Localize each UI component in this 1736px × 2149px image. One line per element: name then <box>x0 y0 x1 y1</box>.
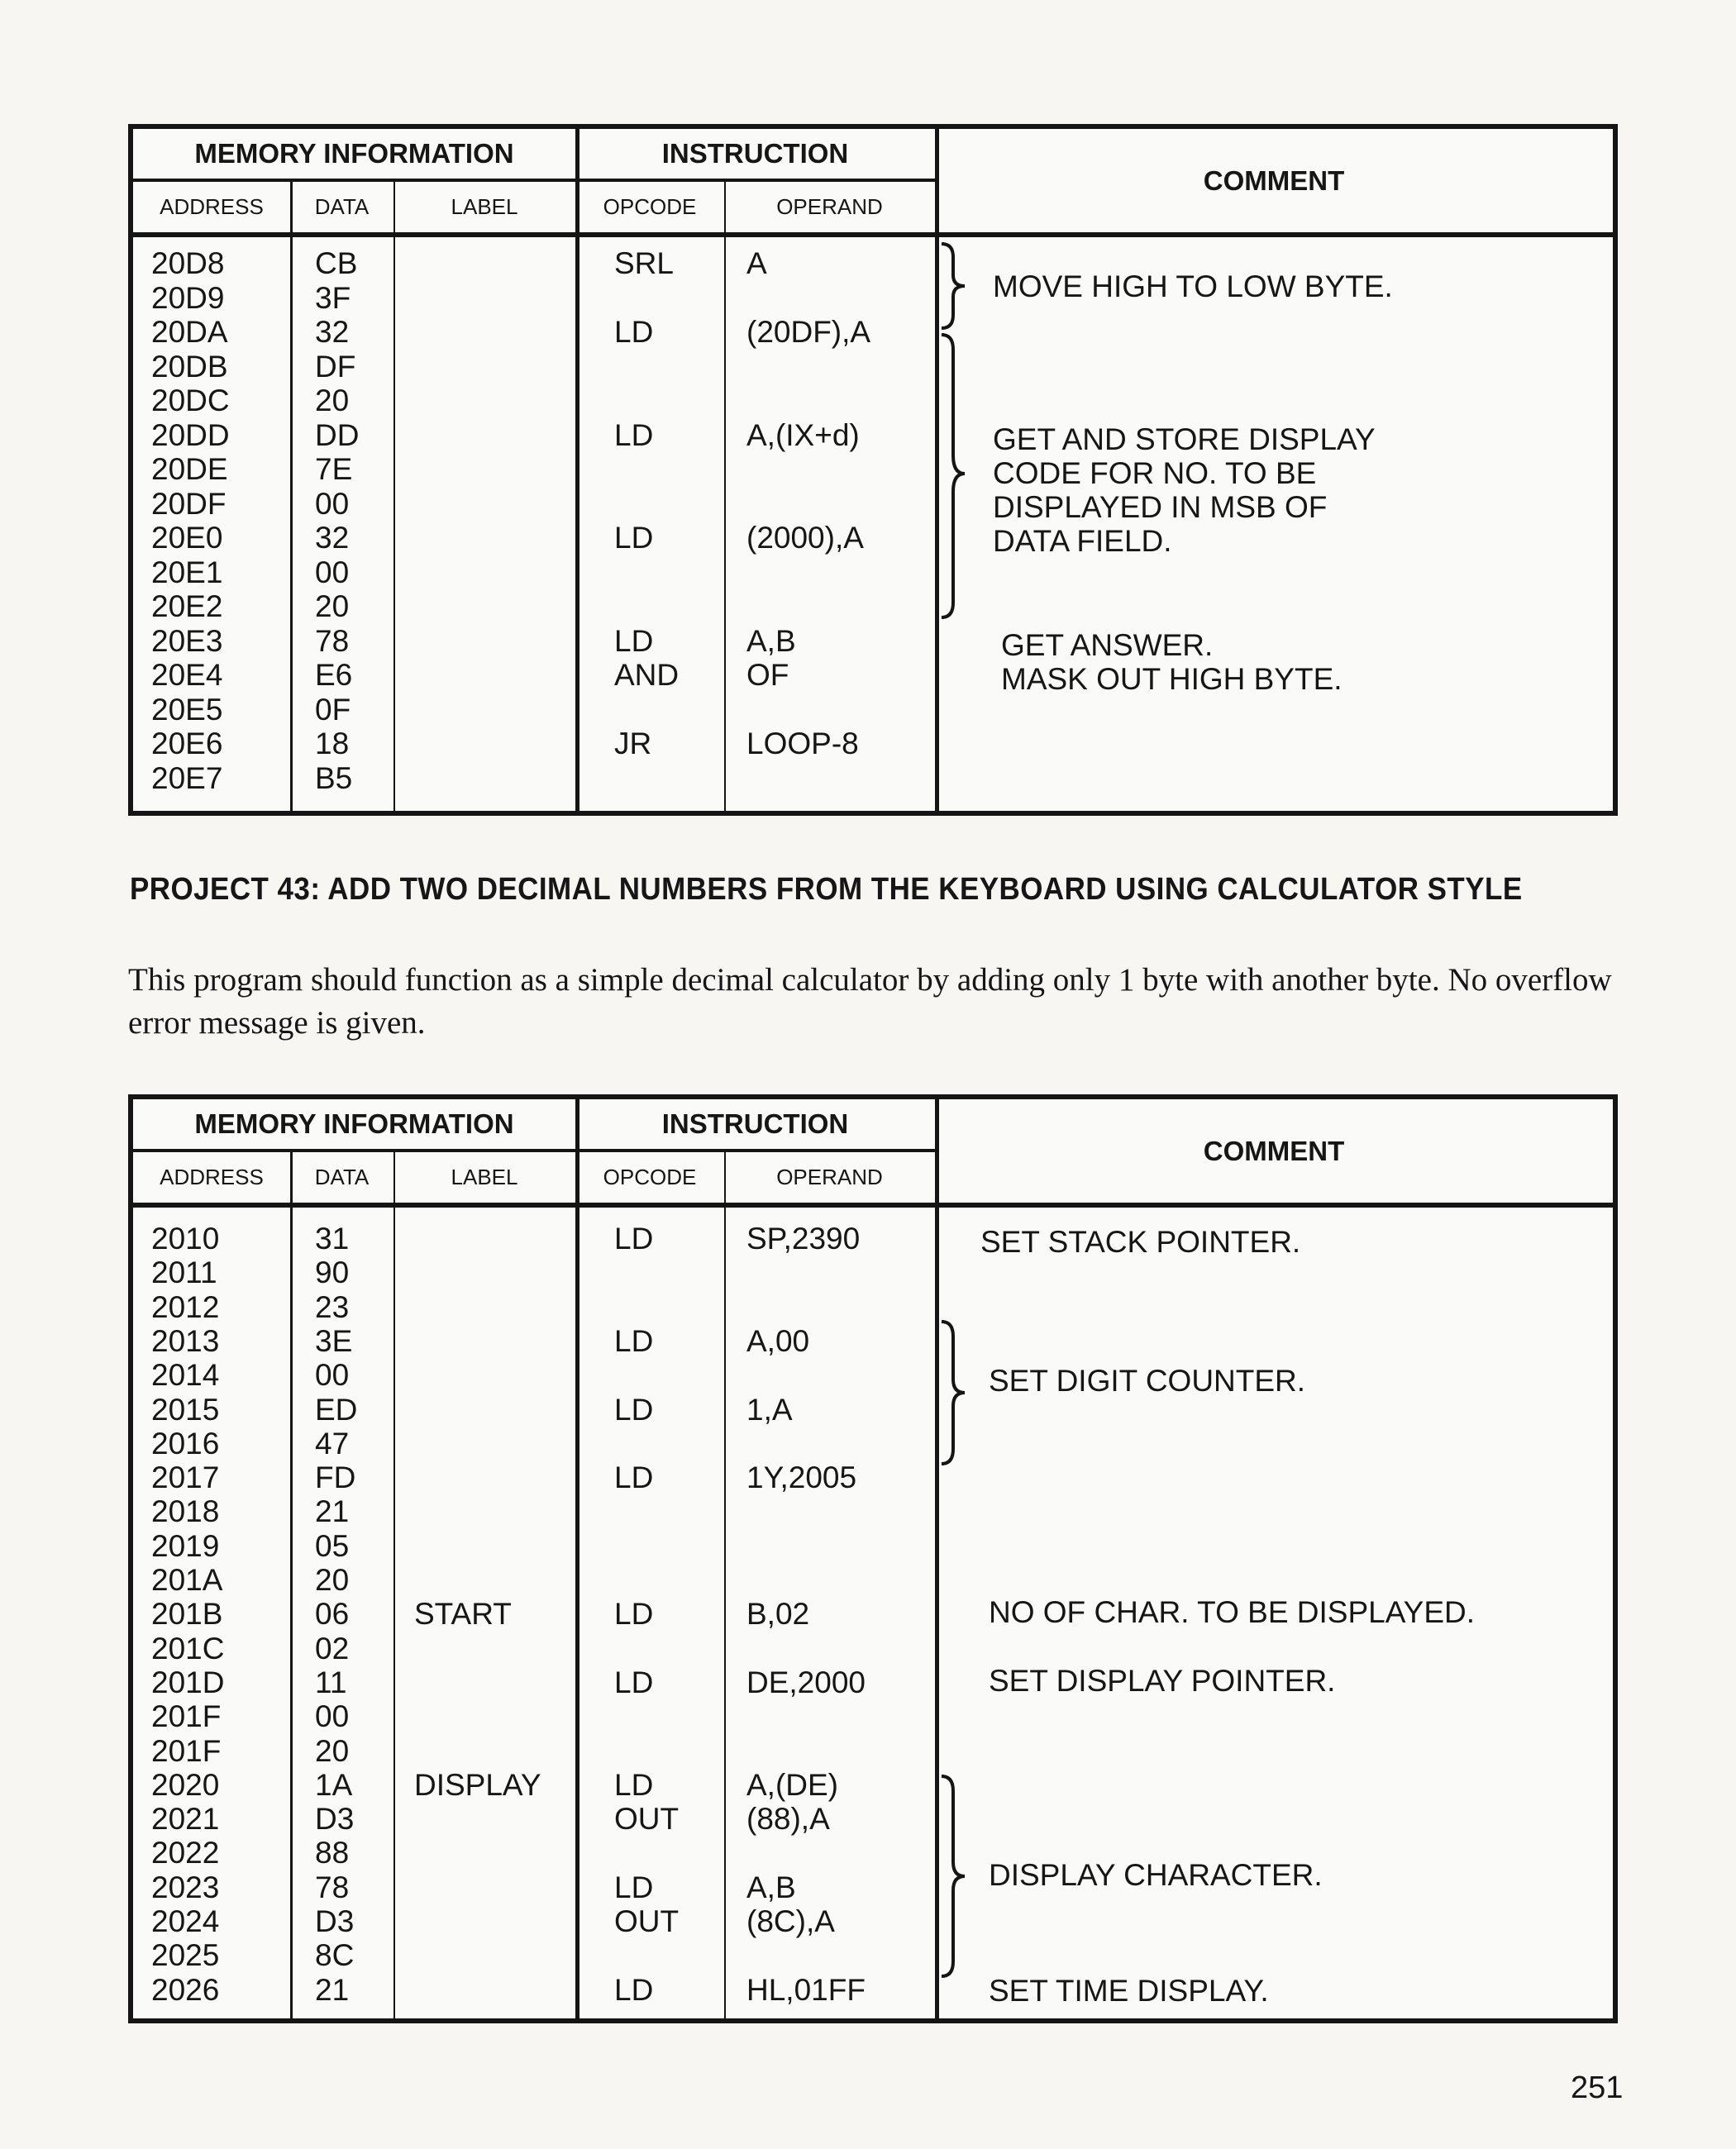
cell-address: 20E2 <box>151 589 223 623</box>
rule <box>393 182 395 811</box>
cell-operand: 1,A <box>746 1392 793 1427</box>
cell-data: 21 <box>315 1972 350 2007</box>
comment-line: GET AND STORE DISPLAY <box>993 422 1376 456</box>
rule <box>393 1152 395 2018</box>
cell-label: START <box>414 1597 512 1632</box>
rule <box>575 1099 579 2018</box>
cell-data: D3 <box>315 1904 355 1938</box>
cell-data: 32 <box>315 315 350 349</box>
cell-data: 88 <box>315 1836 350 1870</box>
cell-data: 00 <box>315 486 350 521</box>
cell-opcode: LD <box>614 521 654 555</box>
rule <box>133 1203 1613 1208</box>
header-operand: OPERAND <box>776 193 883 219</box>
cell-address: 20E7 <box>151 760 223 795</box>
header-opcode: OPCODE <box>603 193 697 219</box>
brace-icon <box>935 331 985 621</box>
cell-address: 2016 <box>151 1426 220 1460</box>
cell-operand: A <box>746 246 767 280</box>
header-memory-information: MEMORY INFORMATION <box>194 138 514 169</box>
cell-opcode: AND <box>614 658 680 692</box>
cell-data: B5 <box>315 760 353 795</box>
program-table-1 <box>128 124 1618 816</box>
project-heading: PROJECT 43: ADD TWO DECIMAL NUMBERS FROM THE KEYBOARD USING CALCULATOR STYLE <box>130 872 1523 907</box>
comment-set-time-display <box>989 1974 1269 2008</box>
cell-operand: A,(IX+d) <box>746 417 860 452</box>
header-opcode: OPCODE <box>603 1164 697 1189</box>
comment-mask-out-high-byte <box>1001 662 1343 696</box>
cell-data: 3F <box>315 280 351 315</box>
cell-data: 23 <box>315 1289 350 1324</box>
cell-data: 0F <box>315 692 351 727</box>
header-label: LABEL <box>451 193 518 219</box>
cell-address: 2025 <box>151 1938 220 1973</box>
cell-address: 20E6 <box>151 727 223 760</box>
cell-data: 00 <box>315 1358 350 1393</box>
comment-line: DISPLAYED IN MSB OF <box>993 490 1328 524</box>
cell-address: 201B <box>151 1597 223 1632</box>
cell-data: CB <box>315 246 358 280</box>
cell-address: 20DD <box>151 417 230 452</box>
cell-data: 00 <box>315 1699 350 1734</box>
comment-set-digit-counter <box>989 1364 1305 1398</box>
cell-opcode: LD <box>614 417 654 452</box>
cell-address: 201F <box>151 1699 222 1734</box>
cell-address: 2010 <box>151 1222 220 1256</box>
cell-operand: (2000),A <box>746 521 864 555</box>
cell-operand: A,B <box>746 623 796 658</box>
cell-address: 20DB <box>151 349 228 384</box>
cell-address: 20DA <box>151 315 228 349</box>
cell-address: 201C <box>151 1631 225 1665</box>
cell-operand: B,02 <box>746 1597 810 1632</box>
header-operand: OPERAND <box>776 1164 883 1189</box>
comment-line: NO OF CHAR. TO BE DISPLAYED. <box>989 1595 1476 1629</box>
rule <box>290 182 293 811</box>
cell-address: 2011 <box>151 1256 217 1290</box>
cell-address: 20DF <box>151 486 227 521</box>
cell-address: 2019 <box>151 1528 220 1563</box>
cell-data: 11 <box>315 1665 347 1699</box>
cell-data: 20 <box>315 1563 350 1597</box>
comment-get-and-store-display <box>993 422 1376 558</box>
cell-data: 7E <box>315 452 353 486</box>
cell-address: 20E3 <box>151 623 223 658</box>
cell-data: 20 <box>315 589 350 623</box>
cell-address: 2018 <box>151 1494 220 1529</box>
header-comment: COMMENT <box>1203 164 1345 196</box>
cell-opcode: LD <box>614 1665 654 1699</box>
comment-line: SET DISPLAY POINTER. <box>989 1664 1336 1698</box>
cell-address: 20D9 <box>151 280 225 315</box>
cell-data: 32 <box>315 521 350 555</box>
cell-opcode: LD <box>614 1597 654 1632</box>
cell-opcode: OUT <box>614 1802 680 1837</box>
header-address: ADDRESS <box>160 1164 264 1189</box>
cell-operand: DE,2000 <box>746 1665 866 1699</box>
comment-no-of-char <box>989 1595 1475 1629</box>
cell-address: 20D8 <box>151 246 225 280</box>
cell-opcode: LD <box>614 1323 654 1358</box>
comment-set-stack-pointer <box>980 1225 1300 1259</box>
header-instruction: INSTRUCTION <box>661 1108 849 1139</box>
comment-line: SET DIGIT COUNTER. <box>989 1364 1306 1398</box>
cell-operand: (88),A <box>746 1802 830 1837</box>
cell-address: 2014 <box>151 1358 220 1393</box>
cell-data: 20 <box>315 1733 350 1768</box>
comment-set-display-pointer <box>989 1664 1335 1698</box>
cell-address: 20E0 <box>151 521 223 555</box>
comment-line: DATA FIELD. <box>993 524 1172 558</box>
rule <box>724 182 726 811</box>
cell-data: DD <box>315 417 360 452</box>
cell-opcode: LD <box>614 1972 654 2007</box>
cell-data: 1A <box>315 1767 353 1802</box>
cell-data: 8C <box>315 1938 355 1973</box>
cell-address: 201F <box>151 1733 222 1768</box>
cell-address: 2023 <box>151 1870 220 1904</box>
cell-data: 18 <box>315 727 350 760</box>
header-address: ADDRESS <box>160 193 264 219</box>
cell-data: 06 <box>315 1597 350 1632</box>
brace-icon <box>935 241 985 331</box>
cell-data: 78 <box>315 1870 350 1904</box>
comment-line: MOVE HIGH TO LOW BYTE. <box>993 269 1393 303</box>
cell-opcode: OUT <box>614 1904 680 1938</box>
cell-address: 2020 <box>151 1767 220 1802</box>
cell-operand: OF <box>746 658 789 692</box>
cell-address: 2024 <box>151 1904 220 1938</box>
cell-address: 2012 <box>151 1289 220 1324</box>
program-table-2 <box>128 1094 1618 2023</box>
cell-operand: (20DF),A <box>746 315 871 349</box>
cell-operand: SP,2390 <box>746 1222 861 1256</box>
comment-line: CODE FOR NO. TO BE <box>993 456 1317 490</box>
comment-line: GET ANSWER. <box>1001 628 1214 662</box>
cell-data: 02 <box>315 1631 350 1665</box>
cell-data: D3 <box>315 1802 355 1837</box>
cell-data: DF <box>315 349 356 384</box>
rule <box>290 1152 293 2018</box>
cell-opcode: LD <box>614 623 654 658</box>
cell-address: 20E1 <box>151 555 223 589</box>
cell-opcode: LD <box>614 1222 654 1256</box>
comment-line: SET TIME DISPLAY. <box>989 1974 1269 2008</box>
cell-address: 20E4 <box>151 658 223 692</box>
cell-opcode: SRL <box>614 246 674 280</box>
brace-icon <box>935 1318 985 1467</box>
rule <box>133 1149 935 1152</box>
comment-line: DISPLAY CHARACTER. <box>989 1858 1323 1892</box>
cell-address: 201A <box>151 1563 223 1597</box>
cell-data: 31 <box>315 1222 350 1256</box>
cell-operand: (8C),A <box>746 1904 835 1938</box>
cell-data: 20 <box>315 384 350 417</box>
cell-label: DISPLAY <box>414 1767 541 1802</box>
cell-opcode: LD <box>614 1767 654 1802</box>
cell-data: FD <box>315 1460 356 1495</box>
comment-display-character <box>989 1858 1323 1892</box>
cell-address: 201D <box>151 1665 225 1699</box>
cell-address: 2022 <box>151 1836 220 1870</box>
cell-data: 21 <box>315 1494 350 1529</box>
comment-line: MASK OUT HIGH BYTE. <box>1001 662 1343 696</box>
cell-operand: A,B <box>746 1870 796 1904</box>
comment-move-high-to-low <box>993 269 1393 303</box>
header-comment: COMMENT <box>1203 1135 1345 1166</box>
cell-opcode: LD <box>614 315 654 349</box>
cell-operand: LOOP-8 <box>746 727 859 760</box>
cell-operand: A,00 <box>746 1323 810 1358</box>
cell-address: 2021 <box>151 1802 220 1837</box>
rule <box>133 179 935 182</box>
cell-data: 78 <box>315 623 350 658</box>
cell-opcode: LD <box>614 1460 654 1495</box>
cell-address: 20DE <box>151 452 228 486</box>
header-data: DATA <box>314 193 370 219</box>
cell-opcode: LD <box>614 1392 654 1427</box>
cell-address: 2013 <box>151 1323 220 1358</box>
cell-opcode: LD <box>614 1870 654 1904</box>
comment-line: SET STACK POINTER. <box>980 1225 1301 1259</box>
cell-data: 05 <box>315 1528 350 1563</box>
rule <box>575 129 579 811</box>
cell-operand: 1Y,2005 <box>746 1460 857 1495</box>
cell-address: 20E5 <box>151 692 223 727</box>
cell-data: 00 <box>315 555 350 589</box>
rule <box>724 1152 726 2018</box>
project-description: This program should function as a simple decimal calculator by adding only 1 byte with another byte. No overflow error message is given. <box>128 962 1612 1041</box>
brace-icon <box>935 1773 985 1980</box>
header-memory-information: MEMORY INFORMATION <box>194 1108 514 1139</box>
cell-data: 47 <box>315 1426 350 1460</box>
cell-data: ED <box>315 1392 358 1427</box>
cell-opcode: JR <box>614 727 652 760</box>
cell-data: 90 <box>315 1256 350 1290</box>
cell-address: 2026 <box>151 1972 220 2007</box>
header-label: LABEL <box>451 1164 518 1189</box>
page-number: 251 <box>1571 2070 1624 2105</box>
cell-address: 2017 <box>151 1460 220 1495</box>
header-data: DATA <box>314 1164 370 1189</box>
cell-address: 2015 <box>151 1392 220 1427</box>
cell-address: 20DC <box>151 384 230 417</box>
header-instruction: INSTRUCTION <box>661 138 849 169</box>
cell-data: E6 <box>315 658 353 692</box>
rule <box>133 232 1613 237</box>
comment-get-answer <box>1001 628 1213 662</box>
cell-data: 3E <box>315 1323 353 1358</box>
cell-operand: HL,01FF <box>746 1972 866 2007</box>
cell-operand: A,(DE) <box>746 1767 838 1802</box>
